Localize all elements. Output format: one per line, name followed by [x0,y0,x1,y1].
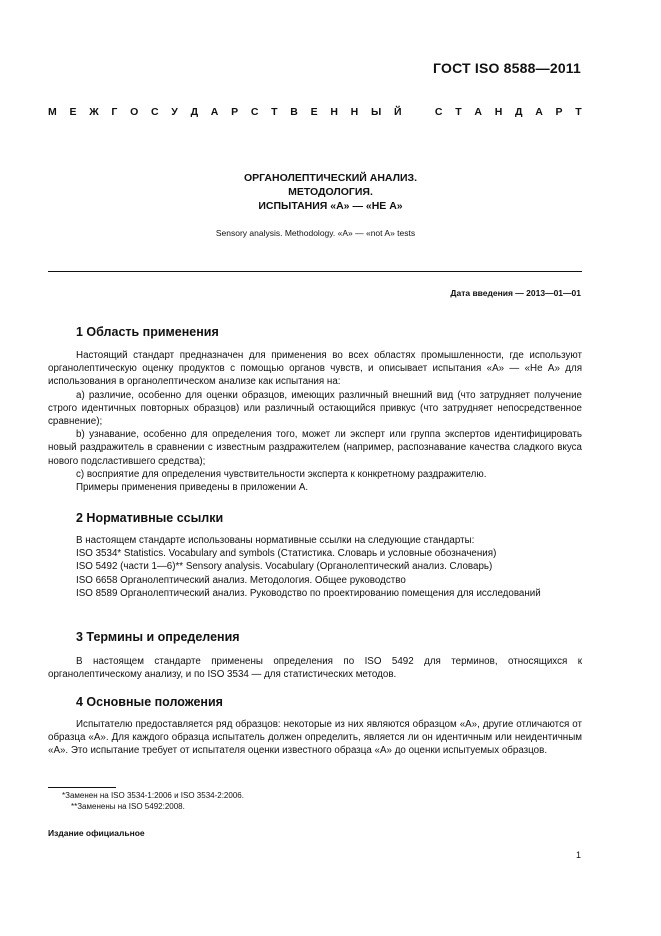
banner-letter: С [150,106,159,118]
section-2-heading: 2 Нормативные ссылки [76,511,224,525]
banner-letter: С [250,106,259,118]
banner-letter: М [48,106,57,118]
banner-letter: Д [190,106,199,118]
banner-letter: Й [393,106,402,118]
introduction-date: Дата введения — 2013—01—01 [450,288,581,298]
reference-item: ISO 8589 Органолептический анализ. Руководство по проектированию помещения для исследований [76,587,541,599]
page-number: 1 [575,850,581,860]
banner-letter: Г [111,106,118,118]
banner-letter: Ж [89,106,99,118]
title-line-1: ОРГАНОЛЕПТИЧЕСКИЙ АНАЛИЗ. [243,172,418,184]
banner-gap [414,106,422,118]
english-title: Sensory analysis. Methodology. «A» — «not A» tests [215,228,416,238]
banner-letter: А [210,106,219,118]
banner-letter: С [434,106,443,118]
section-2-body [48,534,582,600]
paragraph: Настоящий стандарт предназначен для применения во всех областях промышленности, где используют органолептическую оценку продуктов с помощью органов чувств, и описывает испытания «А» — «Не А» для использования в органолептическом анализе как испытания на: [48,350,582,388]
paragraph: В настоящем стандарте использованы нормативные ссылки на следующие стандарты: [76,535,475,546]
paragraph: Испытателю предоставляется ряд образцов: некоторые из них являются образцом «А», другие отличаются от образца «А». Для каждого образца испытатель должен определить, является ли он идентичным или неидентичным «А». Это испытание требует от испытателя оценки известного образца «А» до оценки испытуемых образцов. [48,719,582,757]
banner-letter: О [130,106,139,118]
official-edition-label: Издание официальное [48,828,145,838]
banner-letter: Р [555,106,563,118]
section-3-body [48,655,582,681]
banner-letter: Н [350,106,359,118]
paragraph: Примеры применения приведены в приложении А. [76,482,309,494]
banner-letter: В [290,106,298,118]
banner-letter: Е [310,106,318,118]
footnote-2: **Заменены на ISO 5492:2008. [71,802,185,811]
title-rule [48,271,582,272]
banner-letter: А [535,106,543,118]
section-3-heading: 3 Термины и определения [76,630,240,644]
interstate-standard-banner [48,106,582,118]
banner-letter: Д [515,106,523,118]
banner-letter: Р [231,106,239,118]
banner-letter: Е [69,106,77,118]
section-4-body [48,718,582,758]
paragraph: b) узнавание, особенно для определения того, может ли эксперт или группа экспертов идентифицировать новый раздражитель в сравнении с известным раздражителем (например, распознавание качества сладкого вкуса нового подсластившего средства); [48,429,582,467]
banner-letter: Т [271,106,278,118]
banner-letter: У [171,106,178,118]
title-line-2: МЕТОДОЛОГИЯ. [288,186,373,198]
section-4-heading: 4 Основные положения [76,695,223,709]
title-line-3: ИСПЫТАНИЯ «А» — «НЕ А» [258,200,403,212]
reference-item: ISO 5492 (части 1—6)** Sensory analysis. Vocabulary (Органолептический анализ. Словарь) [76,561,493,573]
banner-letter: А [474,106,482,118]
reference-item: ISO 6658 Органолептический анализ. Методология. Общее руководство [76,574,406,586]
banner-letter: Т [455,106,462,118]
paragraph: а) различие, особенно для оценки образцов, имеющих различный внешний вид (что затрудняет получение строго идентичных повторных образцов) или различный остающийся привкус (что затрудняет непосредственное сравнение); [48,389,582,428]
section-1-heading: 1 Область применения [76,325,219,339]
footnote-rule [48,787,116,788]
section-1-body [48,349,582,494]
reference-item: ISO 3534* Statistics. Vocabulary and symbols (Статистика. Словарь и условные обозначения) [76,548,497,560]
paragraph: В настоящем стандарте применены определения по ISO 5492 для терминов, относящихся к органолептическому анализу, и по ISO 3534 — для статистических методов. [48,656,582,681]
footnote-1: *Заменен на ISO 3534-1:2006 и ISO 3534-2:2006. [62,791,244,800]
banner-letter: Ы [370,106,382,118]
standard-code: ГОСТ ISO 8588—2011 [433,60,581,76]
paragraph: c) восприятие для определения чувствительности эксперта к конкретному раздражителю. [76,468,487,480]
banner-letter: Т [575,106,582,118]
banner-letter: Н [330,106,338,118]
banner-letter: Н [494,106,503,118]
